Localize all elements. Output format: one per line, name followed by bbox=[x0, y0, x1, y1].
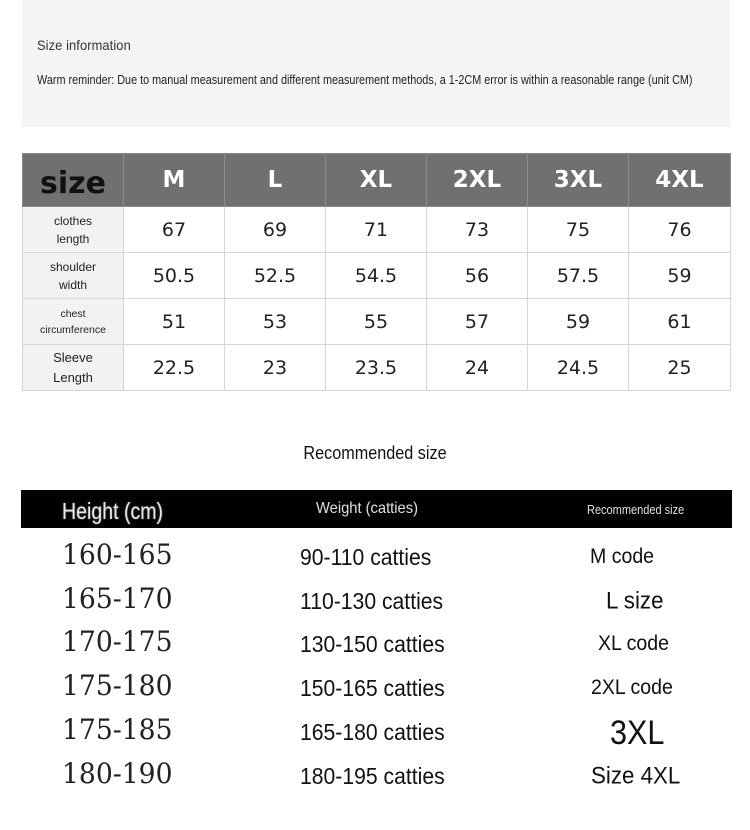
table-cell: 56 bbox=[427, 253, 528, 299]
table-cell: 59 bbox=[528, 299, 629, 345]
recommended-size-value: L size bbox=[606, 587, 664, 615]
column-header-recommended-size: Recommended size bbox=[587, 503, 685, 517]
table-cell: 50.5 bbox=[124, 253, 225, 299]
table-cell: 69 bbox=[225, 207, 326, 253]
recommended-size-value: Size 4XL bbox=[591, 762, 681, 790]
table-cell: 67 bbox=[124, 207, 225, 253]
table-cell: 71 bbox=[326, 207, 427, 253]
size-info-panel bbox=[22, 0, 730, 127]
height-range: 175-180 bbox=[62, 669, 173, 703]
height-range: 170-175 bbox=[62, 625, 173, 659]
table-cell: 57.5 bbox=[528, 253, 629, 299]
height-range: 180-190 bbox=[62, 756, 173, 790]
recommended-size-value: XL code bbox=[598, 632, 669, 656]
recommended-size-value: M code bbox=[590, 545, 655, 569]
size-header-m: M bbox=[124, 154, 225, 207]
table-cell: 75 bbox=[528, 207, 629, 253]
table-cell: 55 bbox=[326, 299, 427, 345]
row-label-line: circumference bbox=[40, 323, 106, 336]
table-cell: 52.5 bbox=[225, 253, 326, 299]
weight-range: 180-195 catties bbox=[300, 762, 445, 789]
size-header-3xl: 3XL bbox=[528, 154, 629, 207]
list-item bbox=[0, 578, 750, 622]
table-cell: 73 bbox=[427, 207, 528, 253]
row-label-line: Length bbox=[53, 369, 93, 385]
row-label-chest-circumference bbox=[23, 299, 124, 345]
size-corner-label: size bbox=[23, 154, 124, 207]
size-info-title: Size information bbox=[37, 37, 131, 53]
row-label-line: chest bbox=[60, 307, 86, 320]
table-cell: 53 bbox=[225, 299, 326, 345]
column-header-weight: Weight (catties) bbox=[316, 500, 418, 517]
list-item bbox=[0, 665, 750, 709]
height-range: 165-170 bbox=[62, 581, 173, 615]
row-label-line: shoulder bbox=[49, 259, 97, 274]
column-header-height: Height (cm) bbox=[62, 498, 164, 524]
warm-reminder-note: Warm reminder: Due to manual measurement and different measurement methods, a 1-2CM error is within a reasonable range (unit CM) bbox=[37, 73, 693, 87]
size-header-4xl: 4XL bbox=[629, 154, 731, 207]
table-cell: 24 bbox=[427, 345, 528, 391]
table-row bbox=[23, 345, 731, 391]
weight-range: 150-165 catties bbox=[300, 675, 445, 702]
size-header-l: L bbox=[225, 154, 326, 207]
recommended-size-value: 3XL bbox=[610, 714, 665, 753]
list-item bbox=[0, 534, 750, 578]
recommended-header-bar bbox=[21, 490, 732, 528]
list-item bbox=[0, 753, 750, 797]
list-item bbox=[0, 709, 750, 753]
weight-range: 130-150 catties bbox=[300, 631, 445, 658]
size-chart-table bbox=[22, 153, 731, 391]
table-cell: 54.5 bbox=[326, 253, 427, 299]
table-cell: 23 bbox=[225, 345, 326, 391]
row-label-shoulder-width bbox=[23, 253, 124, 299]
table-cell: 22.5 bbox=[124, 345, 225, 391]
height-range: 175-185 bbox=[62, 712, 173, 746]
recommended-size-value: 2XL code bbox=[591, 676, 673, 700]
size-header-row bbox=[23, 154, 731, 207]
table-cell: 51 bbox=[124, 299, 225, 345]
table-cell: 25 bbox=[629, 345, 731, 391]
table-row bbox=[23, 299, 731, 345]
table-cell: 59 bbox=[629, 253, 731, 299]
table-cell: 23.5 bbox=[326, 345, 427, 391]
weight-range: 110-130 catties bbox=[300, 587, 444, 614]
table-cell: 57 bbox=[427, 299, 528, 345]
size-header-2xl: 2XL bbox=[427, 154, 528, 207]
height-range: 160-165 bbox=[62, 537, 173, 571]
recommended-size-list bbox=[0, 534, 750, 797]
size-header-xl: XL bbox=[326, 154, 427, 207]
row-label-line: clothes bbox=[53, 213, 93, 228]
row-label-sleeve-length bbox=[23, 345, 124, 391]
row-label-line: length bbox=[56, 231, 90, 246]
row-label-line: width bbox=[58, 277, 87, 292]
table-row bbox=[23, 207, 731, 253]
weight-range: 165-180 catties bbox=[300, 718, 445, 745]
list-item bbox=[0, 622, 750, 666]
table-cell: 61 bbox=[629, 299, 731, 345]
row-label-line: Sleeve bbox=[53, 349, 93, 365]
weight-range: 90-110 catties bbox=[300, 543, 432, 570]
recommended-size-heading: Recommended size bbox=[303, 443, 447, 463]
table-row bbox=[23, 253, 731, 299]
row-label-clothes-length bbox=[23, 207, 124, 253]
table-cell: 24.5 bbox=[528, 345, 629, 391]
table-cell: 76 bbox=[629, 207, 731, 253]
